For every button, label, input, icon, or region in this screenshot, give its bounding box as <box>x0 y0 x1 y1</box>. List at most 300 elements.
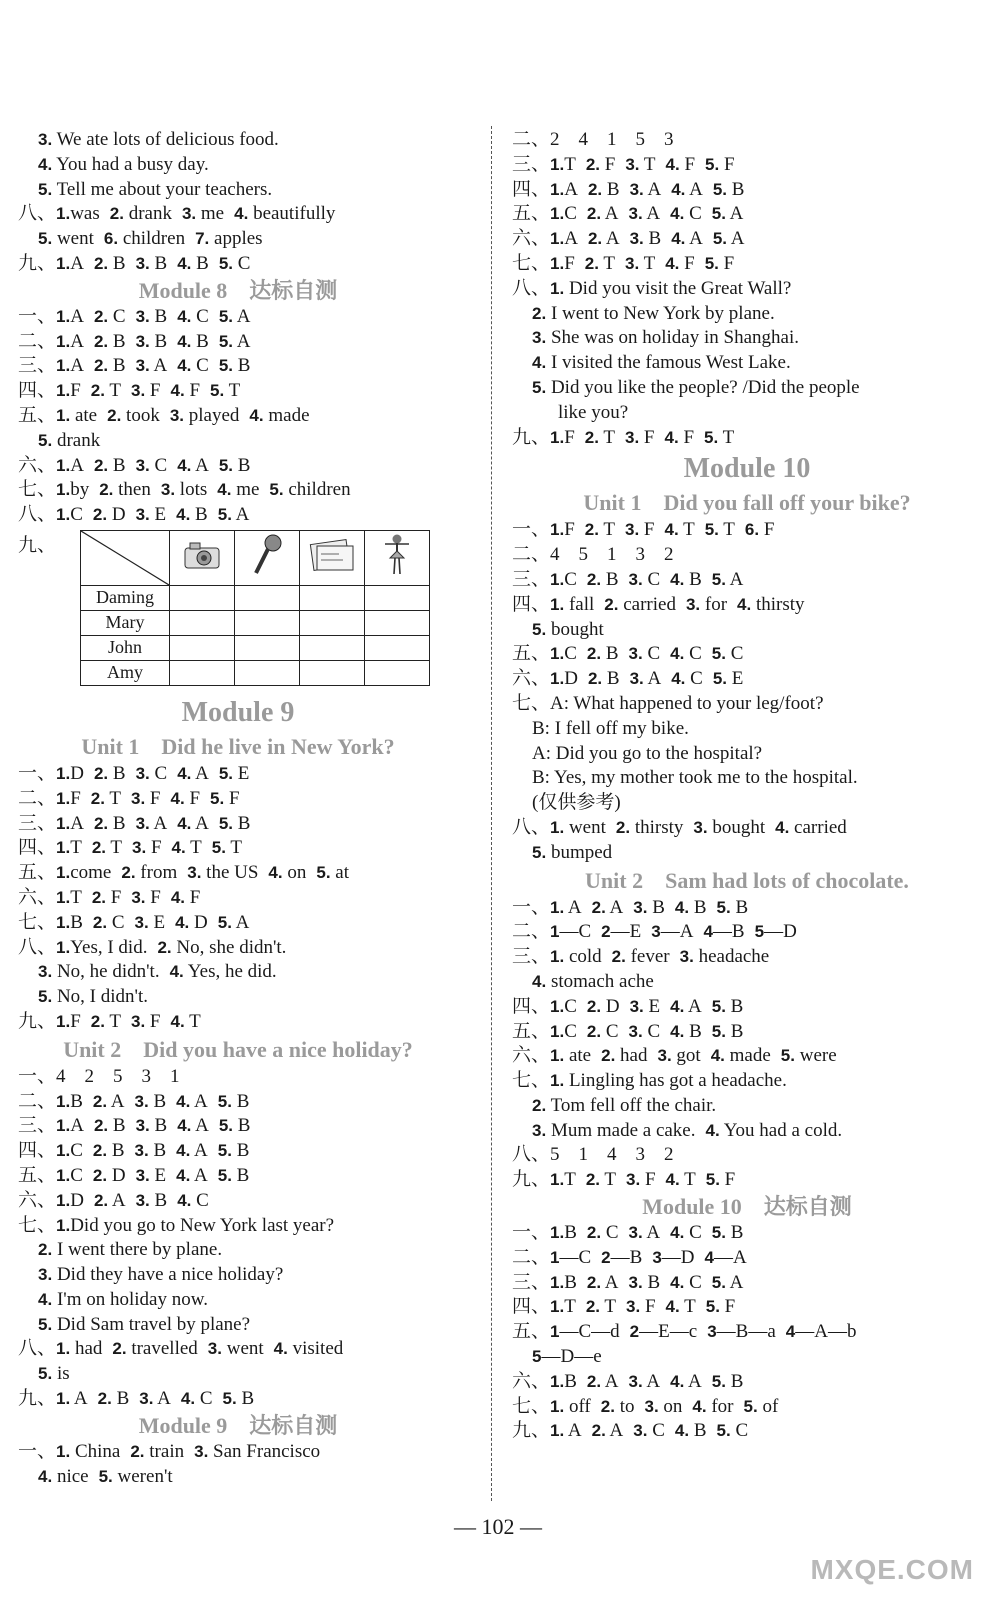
item-number: 4. <box>775 817 790 837</box>
item-number: 3. <box>629 669 644 689</box>
answer-line <box>512 426 982 451</box>
answer-item <box>194 1440 320 1465</box>
answer-text: A <box>725 1271 744 1293</box>
item-number: 4. <box>234 204 249 224</box>
item-number: 4. <box>671 179 686 199</box>
answer-item <box>131 886 161 911</box>
item-number: 1. <box>550 278 565 298</box>
diagonal-line <box>81 531 169 585</box>
section-number: 一、 <box>512 519 551 541</box>
answer-item <box>177 762 209 787</box>
answer-item <box>717 1419 749 1444</box>
item-number: 3. <box>130 1011 146 1031</box>
answer-text: B <box>601 568 619 590</box>
answer-text: A <box>70 812 84 834</box>
answer-text: B <box>108 1115 126 1137</box>
item-number: 4. <box>705 1120 720 1140</box>
answer-item <box>38 960 160 985</box>
answer-item <box>56 478 89 503</box>
answer-line <box>512 1020 982 1045</box>
answer-line <box>512 128 982 153</box>
answer-item <box>592 1419 624 1444</box>
answer-item <box>630 1320 698 1345</box>
answer-line <box>512 153 982 178</box>
table-row <box>81 585 430 610</box>
answer-item <box>92 886 122 911</box>
item-number: 5. <box>711 204 726 224</box>
item-number: 2. <box>586 644 602 664</box>
answer-item <box>587 995 620 1020</box>
item-number: 1. <box>56 480 71 500</box>
answer-text: A <box>70 454 84 476</box>
answer-text: F <box>145 380 161 402</box>
item-number: 1. <box>56 405 71 425</box>
answer-text: B <box>647 896 665 918</box>
item-number: 2. <box>93 253 109 273</box>
answer-item <box>38 1313 250 1338</box>
answer-text: C <box>149 762 168 784</box>
answer-text: Did Sam travel by plane? <box>52 1313 251 1335</box>
answer-text: D <box>601 995 620 1017</box>
item-number: 1. <box>550 947 565 967</box>
item-number: 5. <box>532 377 547 397</box>
answer-text: C <box>191 305 209 327</box>
section-number: 五、 <box>18 862 57 884</box>
answer-item <box>92 836 122 861</box>
answer-text: A <box>727 228 745 250</box>
answer-line <box>18 503 458 528</box>
answer-line <box>512 178 982 203</box>
answer-line <box>18 429 458 454</box>
item-number: 3. <box>38 962 53 982</box>
answer-text: fall <box>564 593 595 615</box>
answer-item <box>93 1164 126 1189</box>
check-cell <box>300 585 365 610</box>
answer-text: B <box>108 355 126 377</box>
item-number: 4 <box>704 1247 714 1267</box>
answer-item <box>38 1238 222 1263</box>
item-number: 4. <box>176 1141 191 1161</box>
answer-item <box>219 354 251 379</box>
item-number: 5. <box>704 520 719 540</box>
item-number: 5. <box>38 987 53 1007</box>
answer-item <box>713 227 745 252</box>
answer-item <box>630 227 662 252</box>
answer-line <box>18 354 458 379</box>
answer-item <box>585 518 615 543</box>
answer-item <box>56 1065 180 1090</box>
answer-text: —D <box>764 921 797 943</box>
answer-text: A <box>70 355 84 377</box>
answer-item <box>532 742 762 767</box>
answer-item <box>550 1271 577 1296</box>
item-number: 2. <box>611 947 626 967</box>
answer-item <box>550 1221 577 1246</box>
section-number: 二、 <box>512 921 551 943</box>
answer-text: A <box>70 1115 84 1137</box>
answer-item <box>135 911 166 936</box>
answer-item <box>56 861 111 886</box>
item-number: 3. <box>629 229 644 249</box>
answer-text: had <box>70 1338 103 1360</box>
answer-item <box>550 518 575 543</box>
check-cell <box>170 610 235 635</box>
item-number: 2. <box>112 1339 127 1359</box>
answer-item <box>532 766 858 791</box>
item-number: 3. <box>532 328 547 348</box>
answer-text: C <box>684 1222 702 1244</box>
item-number: 1. <box>56 1116 71 1136</box>
answer-item <box>219 252 251 277</box>
answer-text: F <box>145 787 161 809</box>
item-number: 2. <box>92 1165 108 1185</box>
answer-line <box>512 920 982 945</box>
item-number: 3. <box>532 1120 547 1140</box>
answer-text: —E—c <box>639 1321 698 1343</box>
answer-text: A <box>191 812 209 834</box>
answer-text: bumped <box>546 841 613 863</box>
answer-text: drank <box>52 429 101 451</box>
answer-item <box>588 178 620 203</box>
answer-item <box>630 178 662 203</box>
answer-text: then <box>113 479 151 501</box>
item-number: 5. <box>711 1021 726 1041</box>
answer-item <box>532 841 612 866</box>
answer-line <box>512 1044 982 1069</box>
answer-text: C <box>233 252 251 274</box>
answer-item <box>675 1419 707 1444</box>
answer-text: We ate lots of delicious food. <box>52 129 279 150</box>
answer-item <box>38 429 100 454</box>
item-number: 5. <box>705 1170 720 1190</box>
item-number: 4. <box>671 669 686 689</box>
answer-text: C <box>191 355 209 377</box>
answer-item <box>550 568 577 593</box>
item-number: 1. <box>550 1071 565 1091</box>
section-number: 五、 <box>18 1164 57 1186</box>
item-number: 2 <box>601 1247 611 1267</box>
answer-item <box>219 812 251 837</box>
answer-item <box>712 1370 744 1395</box>
answer-item <box>56 1139 83 1164</box>
item-number: 5. <box>716 1421 731 1441</box>
answer-text: E <box>149 504 167 526</box>
answer-line <box>512 667 982 692</box>
answer-block <box>512 518 982 865</box>
section-number: 七、 <box>18 479 57 501</box>
item-number: 3. <box>624 253 640 273</box>
answer-item <box>671 227 703 252</box>
answer-text: T <box>564 1169 576 1191</box>
answer-text: B <box>684 568 702 590</box>
answer-block <box>18 1065 458 1412</box>
answer-item <box>130 1440 184 1465</box>
answer-line <box>512 277 982 302</box>
answer-line <box>18 911 458 936</box>
item-number: 1. <box>550 644 565 664</box>
answer-text: B <box>149 1189 168 1211</box>
item-number: 4. <box>171 838 186 858</box>
item-number: 1 <box>550 1247 560 1267</box>
answer-text: B <box>190 504 208 526</box>
answer-text: played <box>184 404 240 426</box>
item-number: 1. <box>56 838 71 858</box>
answer-text: —B <box>712 921 745 943</box>
answer-text: bought <box>707 816 766 838</box>
answer-text: by <box>70 479 90 501</box>
answer-line <box>512 1345 982 1370</box>
answer-text: C <box>642 643 661 665</box>
item-number: 1. <box>56 1011 71 1031</box>
answer-item <box>177 454 209 479</box>
answer-item <box>268 861 306 886</box>
answer-line <box>18 1440 458 1465</box>
item-number: 1. <box>56 381 71 401</box>
answer-text: is <box>52 1363 70 1385</box>
answer-item <box>170 404 240 429</box>
answer-item <box>98 1387 130 1412</box>
item-number: 2. <box>93 1190 109 1210</box>
answer-text: D <box>107 1164 126 1186</box>
answer-text: for <box>706 1395 734 1417</box>
answer-text: lots <box>175 479 208 501</box>
answer-item <box>93 911 125 936</box>
answer-item <box>705 252 735 277</box>
answer-line <box>512 543 982 568</box>
answer-item <box>210 787 240 812</box>
item-number: 3. <box>181 204 197 224</box>
answer-text: —A—b <box>795 1321 857 1343</box>
item-number: 5. <box>712 179 727 199</box>
answer-item <box>705 153 735 178</box>
answer-line <box>512 1094 982 1119</box>
answer-line <box>512 1069 982 1094</box>
answer-text: C <box>149 454 168 476</box>
answer-text: on <box>282 862 307 884</box>
answer-item <box>136 1164 167 1189</box>
postcard-icon <box>300 530 365 585</box>
answer-item <box>550 178 578 203</box>
answer-item <box>38 153 209 178</box>
answer-item <box>99 478 151 503</box>
answer-text: made <box>263 404 310 426</box>
answer-text: from <box>135 862 178 884</box>
answer-text: E <box>643 995 661 1017</box>
right-column <box>512 128 982 1444</box>
answer-item <box>136 252 168 277</box>
item-number: 1. <box>550 1371 565 1391</box>
answer-text: —B <box>610 1246 643 1268</box>
answer-text: A <box>153 1388 171 1410</box>
answer-text: went <box>221 1338 264 1360</box>
answer-text: children <box>118 228 186 250</box>
answer-text: T <box>639 153 656 175</box>
item-number: 1. <box>56 505 71 525</box>
section-heading: Module 9 达标自测 <box>138 1412 338 1438</box>
answer-text: made <box>724 1045 771 1067</box>
item-number: 4. <box>217 480 232 500</box>
answer-text: A <box>725 203 744 225</box>
item-number: 2. <box>90 1011 105 1031</box>
answer-item <box>93 1139 125 1164</box>
item-number: 2. <box>587 669 603 689</box>
answer-text: thirsty <box>751 593 805 615</box>
answer-text: A <box>107 1090 125 1112</box>
answer-item <box>187 861 258 886</box>
answer-text: F <box>564 426 575 448</box>
answer-line <box>512 326 982 351</box>
checklist-section <box>18 530 458 686</box>
answer-item <box>94 812 126 837</box>
answer-text: F <box>639 426 655 448</box>
answer-text: B <box>601 643 619 665</box>
section-number: 七、 <box>18 911 57 933</box>
item-number: 3. <box>693 817 708 837</box>
answer-item <box>176 1164 208 1189</box>
answer-text: F <box>759 519 775 541</box>
camera-icon <box>170 530 235 585</box>
item-number: 4. <box>670 569 685 589</box>
item-number: 2. <box>92 912 108 932</box>
answer-item <box>172 836 202 861</box>
answer-item <box>56 1189 84 1214</box>
answer-item <box>657 1044 700 1069</box>
answer-item <box>587 568 619 593</box>
answer-item <box>626 1295 656 1320</box>
answer-item <box>587 1020 619 1045</box>
item-number: 3. <box>134 1141 149 1161</box>
item-number: 2. <box>107 405 122 425</box>
section-number: 六、 <box>512 1045 551 1067</box>
item-number: 3. <box>629 179 644 199</box>
item-number: 4. <box>177 356 192 376</box>
answer-text: A <box>564 228 578 250</box>
answer-line <box>18 1387 458 1412</box>
answer-text: A <box>564 178 578 200</box>
answer-item <box>670 1020 702 1045</box>
answer-text: F <box>640 1169 656 1191</box>
module-heading: Module 10 <box>683 453 811 485</box>
item-number: 5. <box>780 1046 795 1066</box>
answer-item <box>532 791 621 816</box>
answer-item <box>550 252 575 277</box>
answer-text: headache <box>693 946 770 968</box>
answer-item <box>712 1221 744 1246</box>
answer-line <box>18 886 458 911</box>
answer-text: like you? <box>558 401 629 423</box>
item-number: 4. <box>170 381 185 401</box>
answer-line <box>512 351 982 376</box>
answer-text: cold <box>564 946 602 968</box>
answer-text: C <box>564 1020 577 1042</box>
answer-item <box>177 354 209 379</box>
answer-text: B: Yes, my mother took me to the hospital. <box>532 767 858 789</box>
item-number: 1. <box>56 1141 71 1161</box>
item-number: 5. <box>217 505 232 525</box>
answer-item <box>712 1020 744 1045</box>
answer-line <box>18 985 458 1010</box>
item-number: 3. <box>135 1190 150 1210</box>
section-number: 九、 <box>18 534 57 556</box>
item-number: 4. <box>670 996 685 1016</box>
item-number: 5. <box>712 669 727 689</box>
answer-text: C <box>730 1420 749 1442</box>
section-number: 二、 <box>18 1090 57 1112</box>
answer-text: I'm on holiday now. <box>52 1288 208 1310</box>
item-number: 5. <box>98 1466 113 1486</box>
item-number: 4. <box>170 1011 185 1031</box>
answer-item <box>94 1189 126 1214</box>
answer-item <box>56 1440 120 1465</box>
answer-text: C <box>642 1020 661 1042</box>
answer-text: C <box>564 995 577 1017</box>
answer-text: A <box>601 1370 619 1392</box>
answer-item <box>588 667 620 692</box>
answer-text: T <box>104 1010 121 1032</box>
item-number: 1. <box>56 912 71 932</box>
answer-text: A <box>684 1370 702 1392</box>
answer-text: F <box>145 1010 161 1032</box>
answer-line <box>512 970 982 995</box>
section-number: 一、 <box>18 762 57 784</box>
item-number: 1. <box>56 887 71 907</box>
answer-text: Tell me about your teachers. <box>52 178 273 200</box>
item-number: 5. <box>711 644 726 664</box>
answer-item <box>218 1164 250 1189</box>
item-number: 1. <box>56 356 71 376</box>
item-number: 3. <box>644 1396 659 1416</box>
answer-item <box>171 379 201 404</box>
answer-line <box>18 1189 458 1214</box>
answer-line <box>512 1143 982 1168</box>
answer-item <box>629 1370 661 1395</box>
section-number: 二、 <box>18 787 57 809</box>
answer-line <box>18 1214 458 1239</box>
item-number: 3. <box>139 1389 154 1409</box>
answer-item <box>625 426 655 451</box>
item-number: 5. <box>743 1396 758 1416</box>
check-cell <box>235 635 300 660</box>
answer-item <box>666 1168 696 1193</box>
answer-item <box>713 667 744 692</box>
answer-item <box>670 202 702 227</box>
answer-text: A <box>70 305 84 327</box>
answer-text: C <box>725 643 744 665</box>
answer-item <box>132 836 162 861</box>
item-number: 1. <box>56 813 71 833</box>
answer-text: beautifully <box>248 203 336 225</box>
item-number: 1. <box>550 179 565 199</box>
answer-line <box>512 302 982 327</box>
answer-item <box>94 762 126 787</box>
item-number: 3 <box>652 1247 662 1267</box>
answer-text: T <box>224 380 241 402</box>
dancer-icon <box>365 530 430 585</box>
check-cell <box>170 660 235 685</box>
item-number: 3. <box>679 947 694 967</box>
answer-item <box>706 1295 736 1320</box>
section-number: 二、 <box>512 129 551 150</box>
answer-text: A <box>605 896 624 918</box>
answer-text: of <box>757 1395 779 1417</box>
answer-item <box>550 920 591 945</box>
answer-line <box>18 861 458 886</box>
item-number: 4. <box>176 1091 191 1111</box>
item-number: 1. <box>550 204 565 224</box>
item-number: 4. <box>664 427 679 447</box>
answer-text: B <box>602 668 620 690</box>
item-number: 5. <box>269 480 284 500</box>
